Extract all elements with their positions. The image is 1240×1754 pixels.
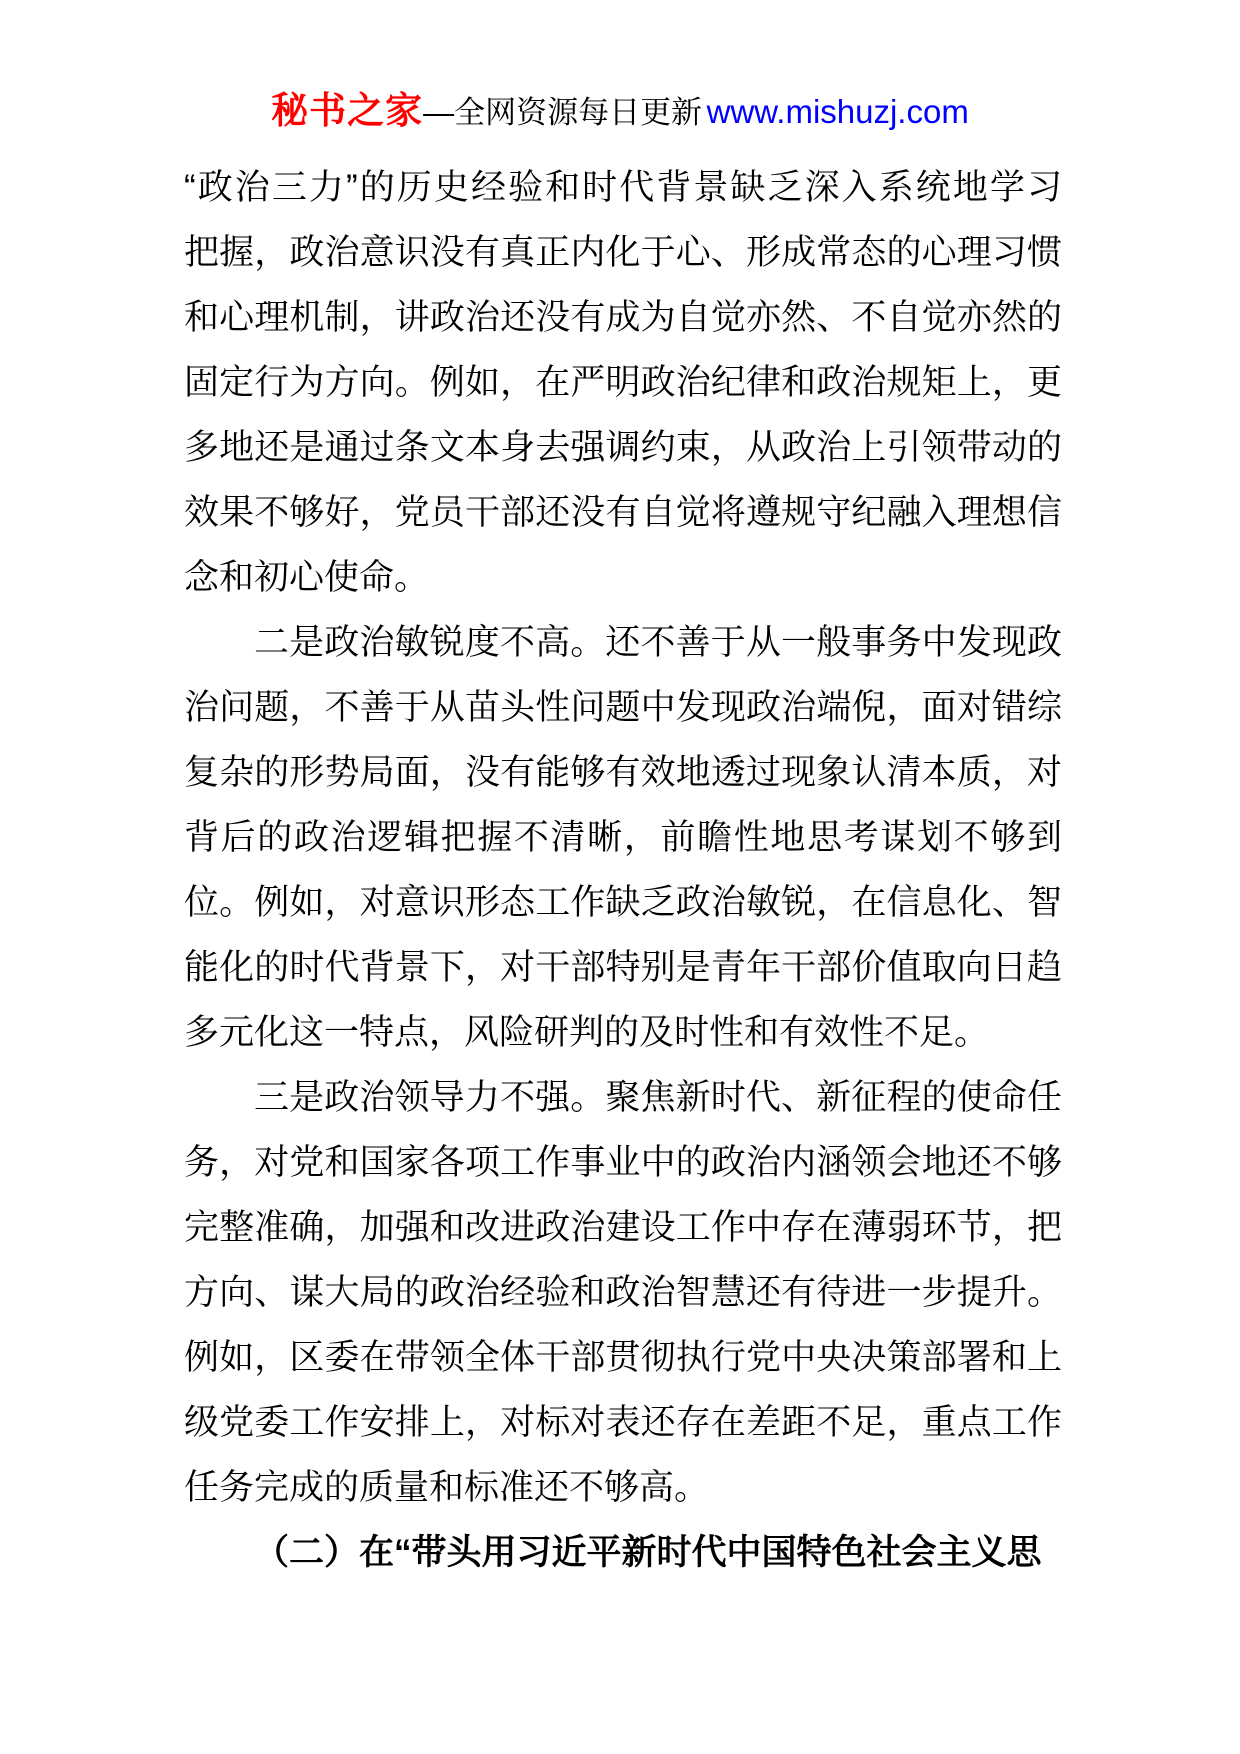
paragraph — [184, 610, 1062, 1065]
site-header — [0, 86, 1240, 144]
body-text-line: 和心理机制，讲政治还没有成为自觉亦然、不自觉亦然的 — [184, 298, 1062, 337]
body-text-line: 多地还是通过条文本身去强调约束，从政治上引领带动的 — [184, 428, 1062, 467]
body-text-line: 固定行为方向。例如，在严明政治纪律和政治规矩上，更 — [184, 363, 1062, 402]
heading-line: （二）在“带头用习近平新时代中国特色社会主义思 — [254, 1533, 1042, 1572]
body-text-line: 复杂的形势局面，没有能够有效地透过现象认清本质，对 — [184, 753, 1062, 792]
body-text-line: 念和初心使命。 — [184, 558, 430, 597]
section-heading — [184, 1520, 1062, 1585]
site-brand: 秘书之家 — [271, 90, 424, 131]
body-text-line: 效果不够好，党员干部还没有自觉将遵规守纪融入理想信 — [184, 493, 1062, 532]
body-text-line: 三是政治领导力不强。聚焦新时代、新征程的使命任 — [254, 1078, 1062, 1117]
body-text-line: 能化的时代背景下，对干部特别是青年干部价值取向日趋 — [184, 948, 1062, 987]
site-tagline: —全网资源每日更新 — [423, 95, 703, 130]
body-text-line: 治问题，不善于从苗头性问题中发现政治端倪，面对错综 — [184, 688, 1062, 727]
body-text-line: 务，对党和国家各项工作事业中的政治内涵领会地还不够 — [184, 1143, 1062, 1182]
body-text-line: 多元化这一特点，风险研判的及时性和有效性不足。 — [184, 1013, 990, 1052]
body-text-line: 把握，政治意识没有真正内化于心、形成常态的心理习惯 — [184, 233, 1062, 272]
body-text-line: 位。例如，对意识形态工作缺乏政治敏锐，在信息化、智 — [184, 883, 1062, 922]
body-text-line: 二是政治敏锐度不高。还不善于从一般事务中发现政 — [254, 623, 1062, 662]
paragraph — [184, 155, 1062, 610]
paragraph — [184, 1065, 1062, 1520]
site-url-link[interactable]: www.mishuzj.com — [706, 93, 969, 130]
body-text-line: “政治三力”的历史经验和时代背景缺乏深入系统地学习 — [184, 168, 1062, 207]
body-text-line: 级党委工作安排上，对标对表还存在差距不足，重点工作 — [184, 1403, 1062, 1442]
body-text-line: 例如，区委在带领全体干部贯彻执行党中央决策部署和上 — [184, 1338, 1062, 1377]
document-body — [184, 155, 1062, 1585]
body-text-line: 任务完成的质量和标准还不够高。 — [184, 1468, 710, 1507]
body-text-line: 完整准确，加强和改进政治建设工作中存在薄弱环节，把 — [184, 1208, 1062, 1247]
body-text-line: 背后的政治逻辑把握不清晰，前瞻性地思考谋划不够到 — [184, 818, 1062, 857]
body-text-line: 方向、谋大局的政治经验和政治智慧还有待进一步提升。 — [184, 1273, 1062, 1312]
